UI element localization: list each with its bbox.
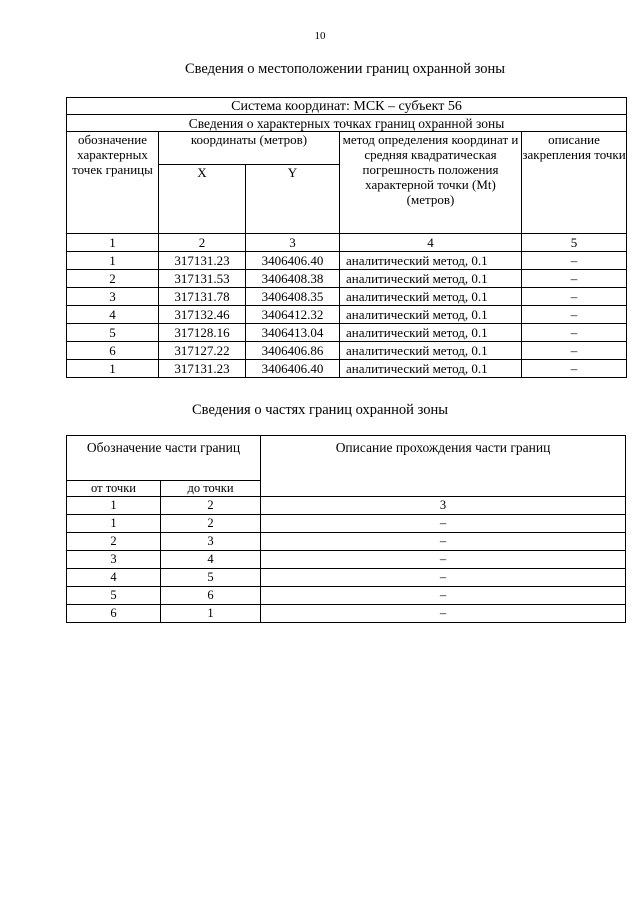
column-number: 5 bbox=[522, 234, 627, 252]
point-cell: 4 bbox=[67, 306, 159, 324]
header-x: X bbox=[159, 165, 246, 234]
column-number: 1 bbox=[67, 497, 161, 515]
method-cell: аналитический метод, 0.1 bbox=[340, 360, 522, 378]
x-cell: 317132.46 bbox=[159, 306, 246, 324]
x-cell: 317131.23 bbox=[159, 360, 246, 378]
header-method: метод определения координат и средняя квадратическая погрешность положения характерной точки (Mt) (метров) bbox=[340, 132, 522, 234]
point-cell: 3 bbox=[67, 288, 159, 306]
fixing-cell: – bbox=[522, 270, 627, 288]
y-cell: 3406406.40 bbox=[246, 252, 340, 270]
to-cell: 2 bbox=[161, 515, 261, 533]
method-cell: аналитический метод, 0.1 bbox=[340, 288, 522, 306]
from-cell: 6 bbox=[67, 605, 161, 623]
table-row bbox=[67, 324, 627, 342]
table-row bbox=[67, 360, 627, 378]
from-cell: 3 bbox=[67, 551, 161, 569]
point-cell: 5 bbox=[67, 324, 159, 342]
y-cell: 3406408.38 bbox=[246, 270, 340, 288]
table-row bbox=[67, 605, 626, 623]
method-cell: аналитический метод, 0.1 bbox=[340, 252, 522, 270]
to-cell: 4 bbox=[161, 551, 261, 569]
fixing-cell: – bbox=[522, 360, 627, 378]
method-cell: аналитический метод, 0.1 bbox=[340, 324, 522, 342]
to-cell: 3 bbox=[161, 533, 261, 551]
table-row bbox=[67, 342, 627, 360]
point-cell: 2 bbox=[67, 270, 159, 288]
from-cell: 1 bbox=[67, 515, 161, 533]
boundary-parts-table bbox=[66, 435, 626, 623]
header-description: Описание прохождения части границ bbox=[261, 436, 626, 497]
from-cell: 2 bbox=[67, 533, 161, 551]
to-cell: 5 bbox=[161, 569, 261, 587]
method-cell: аналитический метод, 0.1 bbox=[340, 270, 522, 288]
description-cell: – bbox=[261, 551, 626, 569]
from-cell: 4 bbox=[67, 569, 161, 587]
table-row bbox=[67, 270, 627, 288]
to-cell: 1 bbox=[161, 605, 261, 623]
header-from: от точки bbox=[67, 481, 161, 497]
x-cell: 317131.23 bbox=[159, 252, 246, 270]
header-designation: обозначение характерных точек границы bbox=[67, 132, 159, 234]
to-cell: 6 bbox=[161, 587, 261, 605]
fixing-cell: – bbox=[522, 252, 627, 270]
header-part-designation: Обозначение части границ bbox=[67, 436, 261, 481]
description-cell: – bbox=[261, 533, 626, 551]
x-cell: 317127.22 bbox=[159, 342, 246, 360]
x-cell: 317128.16 bbox=[159, 324, 246, 342]
description-cell: – bbox=[261, 569, 626, 587]
description-cell: – bbox=[261, 587, 626, 605]
header-to: до точки bbox=[161, 481, 261, 497]
column-number: 2 bbox=[161, 497, 261, 515]
fixing-cell: – bbox=[522, 324, 627, 342]
description-cell: – bbox=[261, 515, 626, 533]
method-cell: аналитический метод, 0.1 bbox=[340, 306, 522, 324]
column-number: 3 bbox=[246, 234, 340, 252]
table-row bbox=[67, 551, 626, 569]
description-cell: – bbox=[261, 605, 626, 623]
fixing-cell: – bbox=[522, 306, 627, 324]
column-number: 4 bbox=[340, 234, 522, 252]
column-number: 3 bbox=[261, 497, 626, 515]
column-number: 1 bbox=[67, 234, 159, 252]
table-row bbox=[67, 288, 627, 306]
y-cell: 3406406.86 bbox=[246, 342, 340, 360]
table-row bbox=[67, 252, 627, 270]
point-cell: 1 bbox=[67, 360, 159, 378]
page-number: 10 bbox=[314, 30, 326, 42]
table-row bbox=[67, 533, 626, 551]
boundary-points-table bbox=[66, 97, 627, 378]
table-row bbox=[67, 515, 626, 533]
table-row bbox=[67, 569, 626, 587]
y-cell: 3406412.32 bbox=[246, 306, 340, 324]
table-row bbox=[67, 306, 627, 324]
section1-heading: Сведения о местоположении границ охранной зоны bbox=[184, 61, 505, 77]
fixing-cell: – bbox=[522, 288, 627, 306]
x-cell: 317131.53 bbox=[159, 270, 246, 288]
header-fixing: описание закрепления точки bbox=[522, 132, 627, 234]
header-coordinates: координаты (метров) bbox=[159, 132, 340, 165]
header-y: Y bbox=[246, 165, 340, 234]
method-cell: аналитический метод, 0.1 bbox=[340, 342, 522, 360]
point-cell: 1 bbox=[67, 252, 159, 270]
table-row bbox=[67, 587, 626, 605]
point-cell: 6 bbox=[67, 342, 159, 360]
coord-system-title: Система координат: МСК – субъект 56 bbox=[67, 98, 627, 115]
fixing-cell: – bbox=[522, 342, 627, 360]
x-cell: 317131.78 bbox=[159, 288, 246, 306]
y-cell: 3406406.40 bbox=[246, 360, 340, 378]
table-subtitle: Сведения о характерных точках границ охранной зоны bbox=[67, 115, 627, 132]
column-number: 2 bbox=[159, 234, 246, 252]
section2-heading: Сведения о частях границ охранной зоны bbox=[192, 402, 448, 418]
from-cell: 5 bbox=[67, 587, 161, 605]
y-cell: 3406413.04 bbox=[246, 324, 340, 342]
y-cell: 3406408.35 bbox=[246, 288, 340, 306]
